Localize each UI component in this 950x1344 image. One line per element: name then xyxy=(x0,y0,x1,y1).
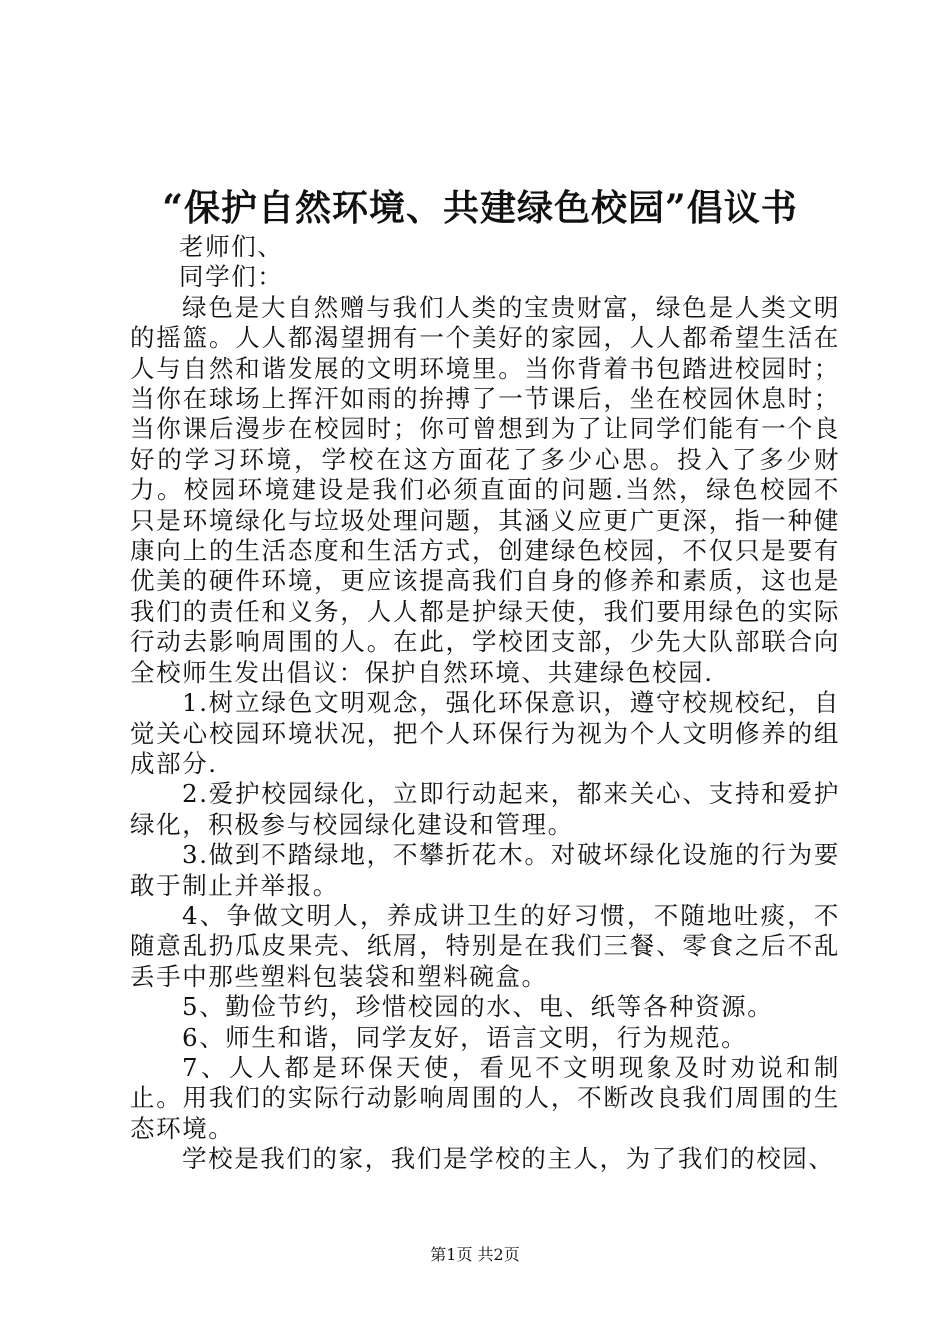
paragraph-item-2: 2.爱护校园绿化，立即行动起来，都来关心、支持和爱护绿化，积极参与校园绿化建设和管理。 xyxy=(130,779,840,839)
document-body xyxy=(130,232,840,1175)
paragraph-item-5: 5、勤俭节约，珍惜校园的水、电、纸等各种资源。 xyxy=(182,992,774,1022)
paragraph-item-3: 3.做到不踏绿地，不攀折花木。对破坏绿化设施的行为要敢于制止并举报。 xyxy=(130,840,840,900)
paragraph-intro: 绿色是大自然赠与我们人类的宝贵财富，绿色是人类文明的摇篮。人人都渴望拥有一个美好的家园，人人都希望生活在人与自然和谐发展的文明环境里。当你背着书包踏进校园时；当你在球场上挥汗如雨的拚搏了一节课后，坐在校园休息时；当你课后漫步在校园时；你可曾想到为了让同学们能有一个良好的学习环境，学校在这方面花了多少心思。投入了多少财力。校园环境建设是我们必须直面的问题.当然，绿色校园不只是环境绿化与垃圾处理问题，其涵义应更广更深，指一种健康向上的生活态度和生活方式，创建绿色校园，不仅只是要有优美的硬件环境，更应该提高我们自身的修养和素质，这也是我们的责任和义务，人人都是护绿天使，我们要用绿色的实际行动去影响周围的人。在此，学校团支部，少先大队部联合向全校师生发出倡议：保护自然环境、共建绿色校园. xyxy=(130,292,840,687)
paragraph-item-7: 7、人人都是环保天使，看见不文明现象及时劝说和制止。用我们的实际行动影响周围的人，不断改良我们周围的生态环境。 xyxy=(130,1052,840,1143)
paragraph-item-4: 4、争做文明人，养成讲卫生的好习惯，不随地吐痰，不随意乱扔瓜皮果壳、纸屑，特别是在我们三餐、零食之后不乱丢手中那些塑料包装袋和塑料碗盒。 xyxy=(130,900,840,991)
paragraph-item-6: 6、师生和谐，同学友好，语言文明，行为规范。 xyxy=(182,1022,748,1052)
page-footer: 第1页 共2页 xyxy=(430,1245,520,1264)
salutation-students: 同学们： xyxy=(179,262,284,292)
paragraph-closing: 学校是我们的家，我们是学校的主人，为了我们的校园、 xyxy=(182,1144,835,1174)
document-title: “保护自然环境、共建绿色校园”倡议书 xyxy=(162,187,798,229)
salutation-teachers: 老师们、 xyxy=(179,232,284,261)
paragraph-item-1: 1.树立绿色文明观念，强化环保意识，遵守校规校纪，自觉关心校园环境状况，把个人环保行为视为个人文明修养的组成部分. xyxy=(130,688,840,778)
